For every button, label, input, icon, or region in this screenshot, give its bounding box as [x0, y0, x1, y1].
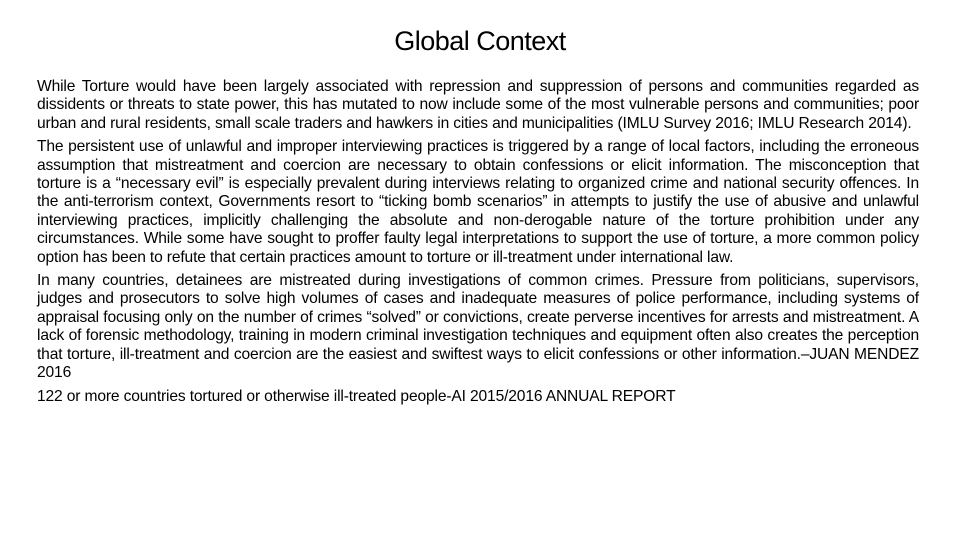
- paragraph-common-crimes: In many countries, detainees are mistreated during investigations of common crimes. Pressure from politicians, supervisors, judges and prosecutors to solve high volumes of cases and inadequate measures of police performance, including systems of appraisal focusing only on the number of crimes “solved” or convictions, create perverse incentives for arrests and mistreatment. A lack of forensic methodology, training in modern criminal investigation techniques and equipment often also creates the perception that torture, ill-treatment and coercion are the easiest and swiftest ways to elicit confessions or other information.–JUAN MENDEZ 2016: [37, 272, 919, 382]
- paragraph-interviewing-practices: The persistent use of unlawful and improper interviewing practices is triggered by a range of local factors, including the erroneous assumption that mistreatment and coercion are necessary to obtain confessions or elicit information. The misconception that torture is a “necessary evil” is especially prevalent during interviews relating to organized crime and national security offences. In the anti-terrorism context, Governments resort to “ticking bomb scenarios” in attempts to justify the use of abusive and unlawful interviewing practices, implicitly challenging the absolute and non-derogable nature of the torture prohibition under any circumstances. While some have sought to proffer faulty legal interpretations to support the use of torture, a more common policy option has been to refute that certain practices amount to torture or ill-treatment under international law.: [37, 138, 919, 266]
- slide-body: [37, 78, 919, 406]
- paragraph-ai-report: 122 or more countries tortured or otherwise ill-treated people-AI 2015/2016 ANNUAL REPORT: [37, 387, 676, 405]
- slide-title: Global Context: [394, 26, 566, 56]
- paragraph-torture-context: While Torture would have been largely associated with repression and suppression of persons and communities regarded as dissidents or threats to state power, this has mutated to now include some of the most vulnerable persons and communities; poor urban and rural residents, small scale traders and hawkers in cities and municipalities (IMLU Survey 2016; IMLU Research 2014).: [37, 78, 919, 132]
